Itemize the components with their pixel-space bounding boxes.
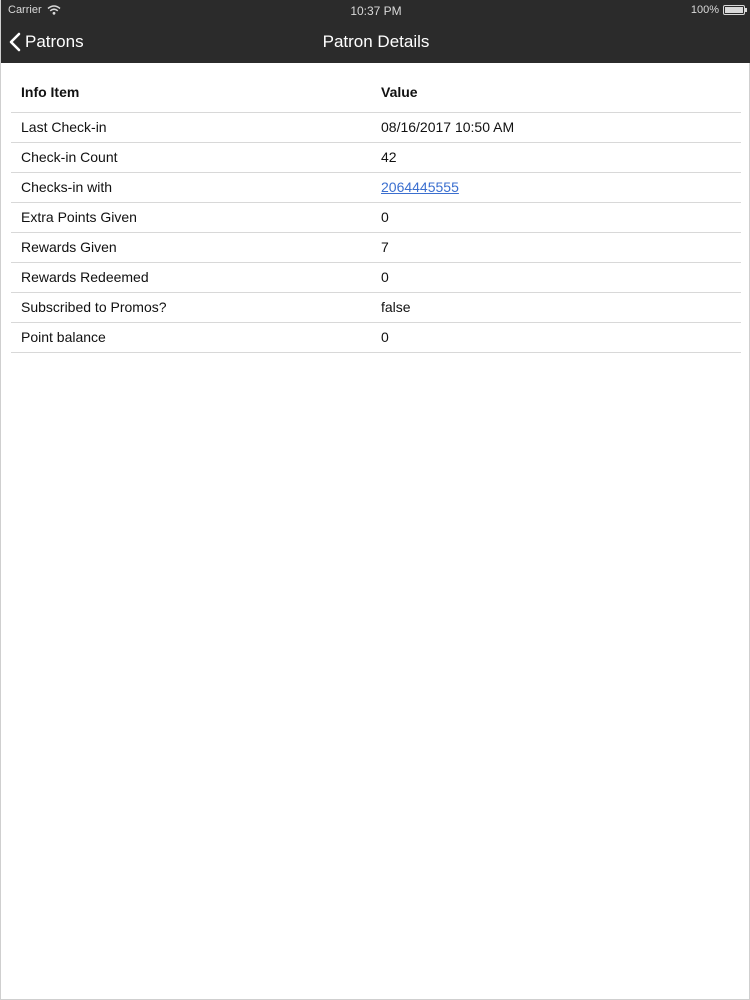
row-label: Last Check-in bbox=[11, 112, 371, 142]
table-row bbox=[11, 112, 741, 142]
battery-tip bbox=[745, 8, 747, 12]
row-label: Rewards Given bbox=[11, 232, 371, 262]
row-value: 0 bbox=[371, 202, 741, 232]
column-header-info-item: Info Item bbox=[11, 72, 371, 112]
row-value: false bbox=[371, 292, 741, 322]
status-bar bbox=[1, 0, 750, 20]
back-button-label: Patrons bbox=[25, 32, 84, 51]
table-row bbox=[11, 292, 741, 322]
table-row bbox=[11, 202, 741, 232]
top-bar bbox=[1, 0, 750, 63]
table-row bbox=[11, 142, 741, 172]
row-label: Extra Points Given bbox=[11, 202, 371, 232]
row-label: Point balance bbox=[11, 322, 371, 352]
page-title: Patron Details bbox=[322, 32, 430, 51]
table-row bbox=[11, 322, 741, 352]
table-row bbox=[11, 172, 741, 202]
battery-icon bbox=[723, 5, 745, 15]
row-label: Check-in Count bbox=[11, 142, 371, 172]
row-label: Checks-in with bbox=[11, 172, 371, 202]
table-header-row bbox=[11, 72, 741, 112]
battery-percent: 100% bbox=[690, 4, 719, 16]
patron-info-table bbox=[11, 72, 741, 353]
table-row bbox=[11, 262, 741, 292]
row-value: 0 bbox=[371, 262, 741, 292]
content-area bbox=[11, 72, 741, 353]
table-row bbox=[11, 232, 741, 262]
battery-fill bbox=[725, 7, 743, 13]
column-header-value: Value bbox=[371, 72, 741, 112]
row-value: 7 bbox=[371, 232, 741, 262]
navigation-bar bbox=[1, 20, 750, 63]
status-time: 10:37 PM bbox=[350, 4, 402, 18]
phone-number-link[interactable]: 2064445555 bbox=[381, 179, 459, 195]
row-value: 0 bbox=[371, 322, 741, 352]
carrier-label: Carrier bbox=[8, 4, 42, 16]
row-label: Subscribed to Promos? bbox=[11, 292, 371, 322]
row-value: 08/16/2017 10:50 AM bbox=[371, 112, 741, 142]
row-value: 42 bbox=[371, 142, 741, 172]
row-label: Rewards Redeemed bbox=[11, 262, 371, 292]
row-value-cell bbox=[371, 172, 741, 202]
